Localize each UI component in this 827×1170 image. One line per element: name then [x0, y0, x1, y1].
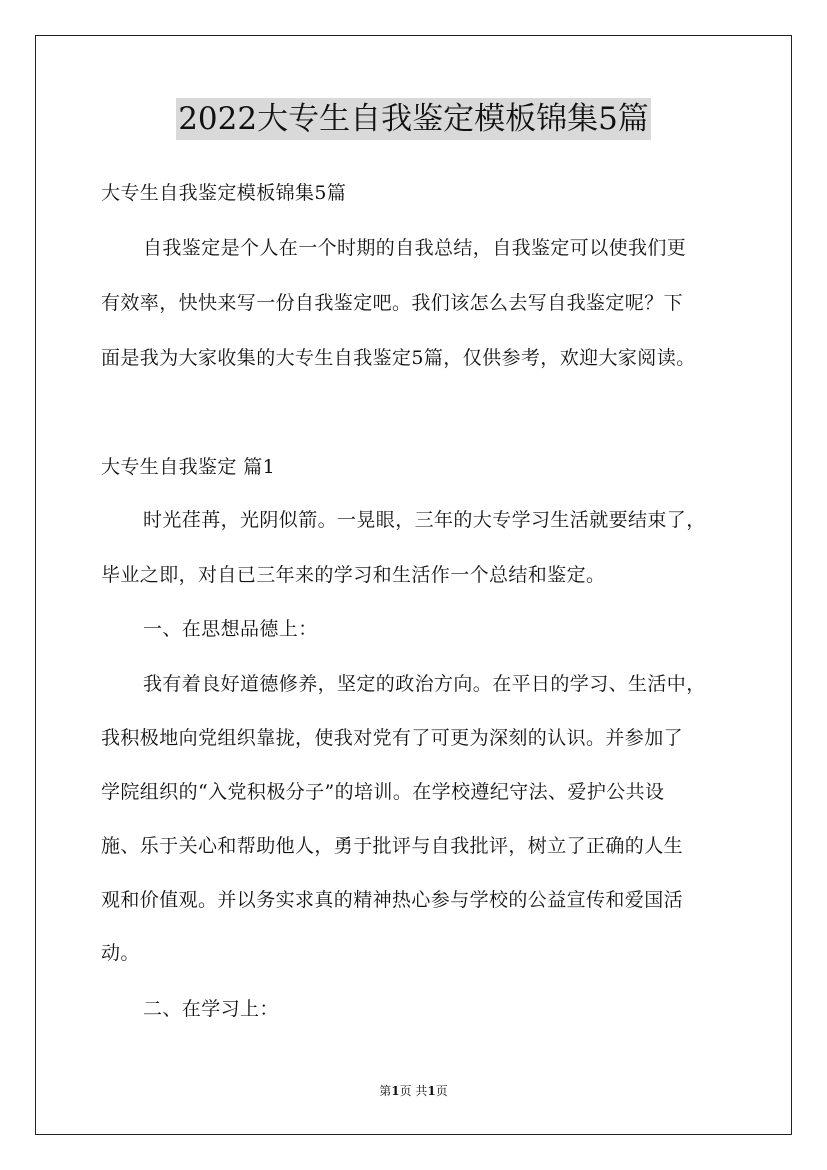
page-suffix: 页 [435, 1084, 448, 1098]
para2-line-3: 学院组织的“入党积极分子”的培训。在学校遵纪守法、爱护公共设 [101, 781, 665, 803]
page-prefix: 第 [379, 1084, 392, 1098]
document-subtitle: 大专生自我鉴定模板锦集5篇 [101, 182, 347, 204]
para2-line-2: 我积极地向党组织靠拢，使我对党有了可更为深刻的认识。并参加了 [101, 727, 684, 749]
page-mid: 页 共 [399, 1084, 428, 1098]
intro-line-3: 面是我为大家收集的大专生自我鉴定5篇，仅供参考，欢迎大家阅读。 [101, 347, 696, 369]
heading-study: 二、在学习上： [143, 998, 279, 1020]
page-total: 1 [427, 1084, 436, 1098]
heading-ideology: 一、在思想品德上： [143, 618, 318, 640]
title-container [0, 98, 827, 140]
section-heading: 大专生自我鉴定 篇1 [101, 456, 276, 478]
para2-line-6: 动。 [101, 942, 140, 964]
para2-line-4: 施、乐于关心和帮助他人，勇于批评与自我批评，树立了正确的人生 [101, 835, 684, 857]
page-footer [0, 1083, 827, 1099]
intro-line-1: 自我鉴定是个人在一个时期的自我总结，自我鉴定可以使我们更 [143, 237, 687, 259]
para2-line-5: 观和价值观。并以务实求真的精神热心参与学校的公益宣传和爱国活 [101, 889, 684, 911]
para1-line-2: 毕业之即，对自已三年来的学习和生活作一个总结和鉴定。 [101, 564, 606, 586]
intro-line-2: 有效率，快快来写一份自我鉴定吧。我们该怎么去写自我鉴定呢？下 [101, 292, 684, 314]
document-title: 2022大专生自我鉴定模板锦集5篇 [176, 98, 651, 140]
para2-line-1: 我有着良好道德修养，坚定的政治方向。在平日的学习、生活中， [143, 673, 706, 695]
page-current: 1 [391, 1084, 400, 1098]
para1-line-1: 时光荏苒，光阴似箭。一晃眼，三年的大专学习生活就要结束了， [143, 509, 706, 531]
